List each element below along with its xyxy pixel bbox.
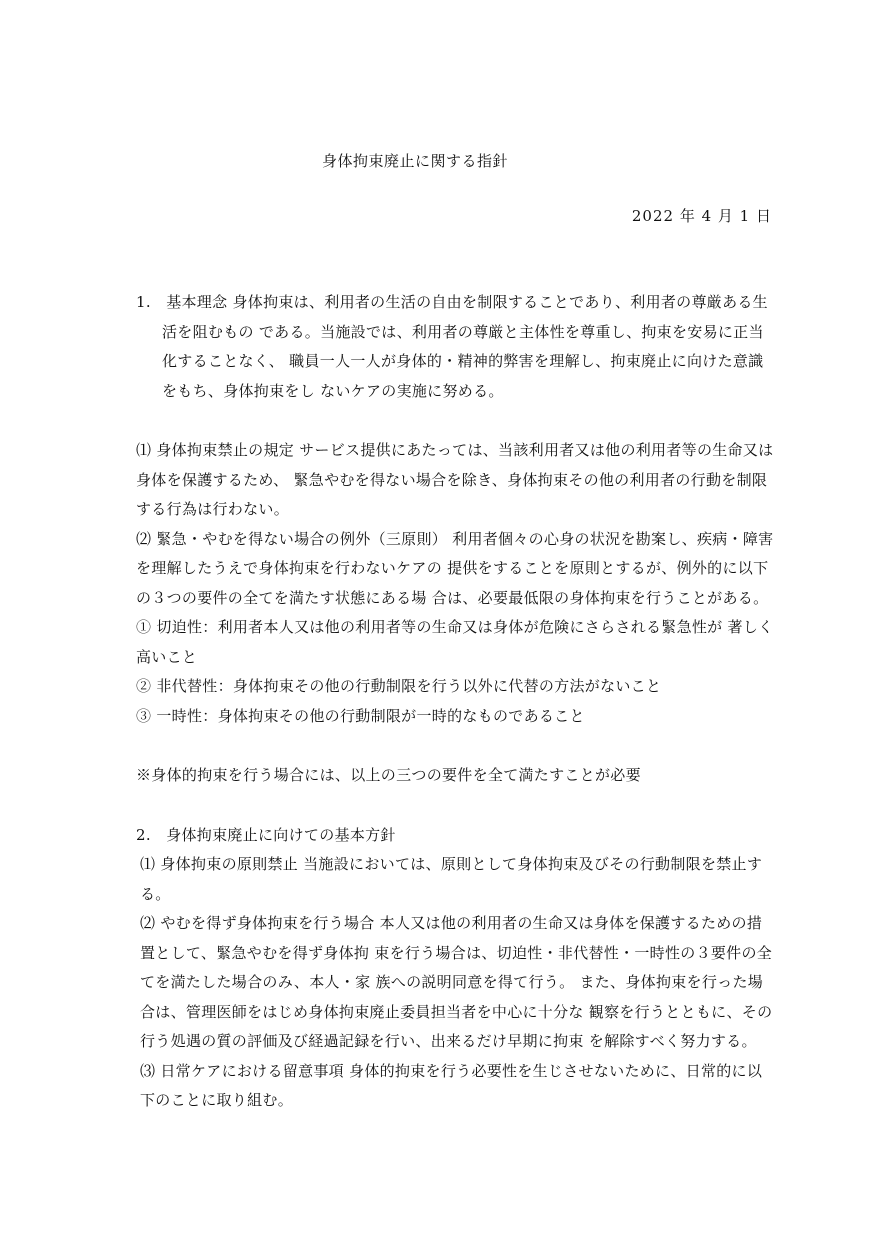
document-body <box>136 288 776 1116</box>
item-prohibition-rule: ⑴ 身体拘束禁止の規定 サービス提供にあたっては、当該利用者又は他の利用者等の生命又は身体を保護するため、 緊急やむを得ない場合を除き、身体拘束その他の利用者の行動を制限する行為は行わない。 <box>136 441 774 518</box>
spacer <box>136 406 776 436</box>
section-2-item-unavoidable-restraint: ⑵ やむを得ず身体拘束を行う場合 本人又は他の利用者の生命又は身体を保護するための措置として、緊急やむを得ず身体拘 束を行う場合は、切迫性・非代替性・一時性の３要件の全てを満たした場合のみ、本人・家 族への説明同意を得て行う。 また、身体拘束を行った場合は、管理医師をはじめ身体拘束廃止委員担当者を中心に十分な 観察を行うとともに、その行う処遇の質の評価及び経過記録を行い、出来るだけ早期に拘束 を解除すべく努力する。 <box>140 914 773 1050</box>
item-non-substitutability: ② 非代替性：身体拘束その他の行動制限を行う以外に代替の方法がないこと <box>136 677 662 695</box>
item-exception-three-principles: ⑵ 緊急・やむを得ない場合の例外（三原則） 利用者個々の心身の状況を勘案し、疾病・障害を理解したうえで身体拘束を行わないケアの 提供をすることを原則とするが、例外的に以下の３つの要件の全てを満たす状態にある場 合は、必要最低限の身体拘束を行うことがある。 <box>136 529 774 607</box>
spacer <box>136 791 776 821</box>
document-date: 2022 年 4 月 1 日 <box>631 207 772 225</box>
item-urgency: ① 切迫性：利用者本人又は他の利用者等の生命又は身体が危険にさらされる緊急性が 著しく高いこと <box>136 618 774 666</box>
section-2-heading: 2. 身体拘束廃止に向けての基本方針 <box>136 825 396 844</box>
note-requirements: ※身体的拘束を行う場合には、以上の三つの要件を全て満たすことが必要 <box>136 766 641 784</box>
document-title: 身体拘束廃止に関する指針 <box>321 152 508 170</box>
section-2-item-daily-care: ⑶ 日常ケアにおける留意事項 身体的拘束を行う必要性を生じさせないために、日常的に以下のことに取り組む。 <box>140 1061 763 1109</box>
item-temporariness: ③ 一時性：身体拘束その他の行動制限が一時的なものであること <box>136 706 585 725</box>
spacer <box>136 731 776 761</box>
section-2-item-principle-prohibition: ⑴ 身体拘束の原則禁止 当施設においては、原則として身体拘束及びその行動制限を禁止する。 <box>140 855 763 903</box>
section-1-basic-philosophy: 1. 基本理念 身体拘束は、利用者の生活の自由を制限することであり、利用者の尊厳ある生活を阻むもの である。当施設では、利用者の尊厳と主体性を尊重し、拘束を安易に正当化することなく、 職員一人一人が身体的・精神的弊害を理解し、拘束廃止に向けた意識をもち、身体拘束をし ないケアの実施に努める。 <box>136 293 768 400</box>
